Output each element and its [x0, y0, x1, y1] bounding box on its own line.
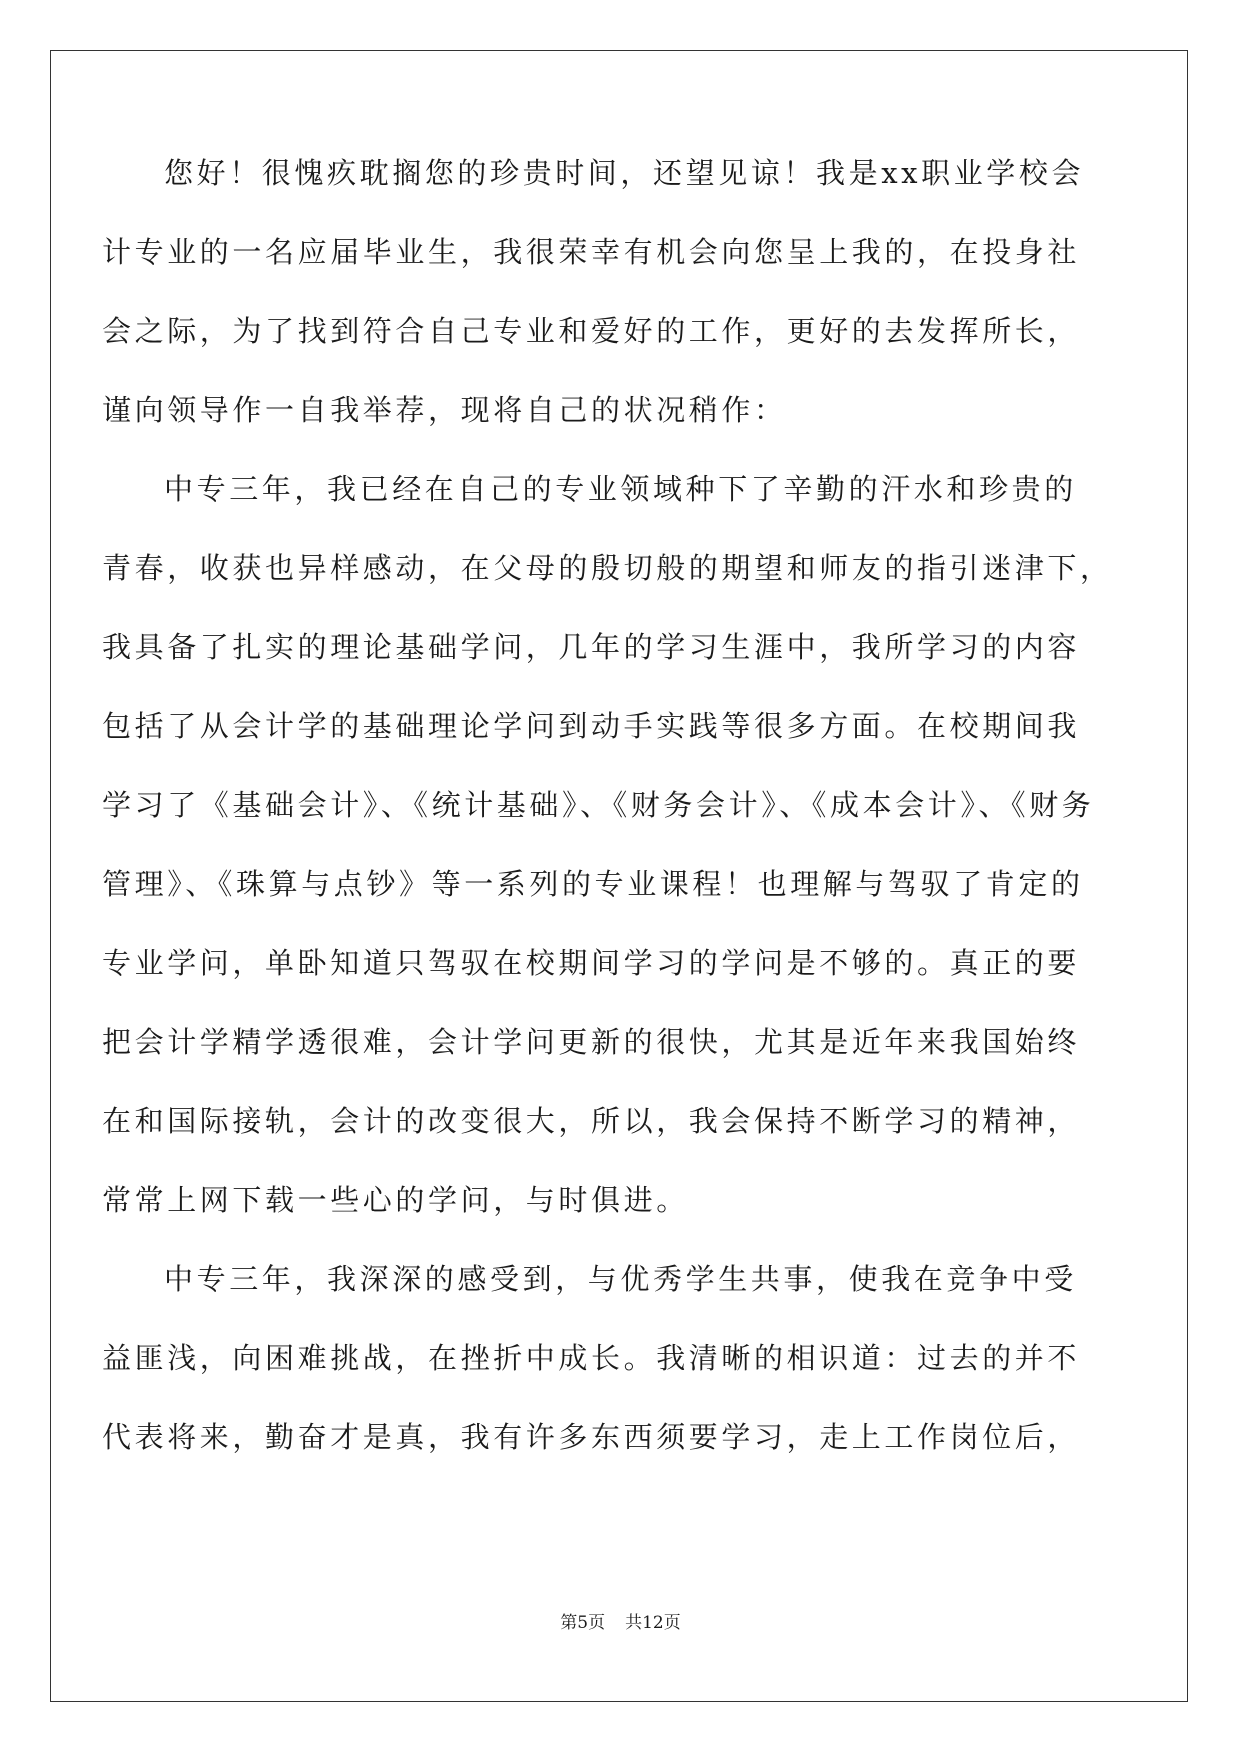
- paragraph-2-line-3: 我具备了扎实的理论基础学问，几年的学习生涯中，我所学习的内容: [102, 630, 1081, 664]
- paragraph-1-line-1: 您好！很愧疚耽搁您的珍贵时间，还望见谅！我是xx职业学校会: [164, 156, 1085, 190]
- paragraph-2-line-5: 学习了《基础会计》、《统计基础》、《财务会计》、《成本会计》、《财务: [102, 788, 1095, 822]
- page-number: 第5页: [560, 1613, 606, 1633]
- paragraph-2-line-7: 专业学问，单卧知道只驾驭在校期间学习的学问是不够的。真正的要: [102, 946, 1081, 980]
- paragraph-2-line-9: 在和国际接轨，会计的改变很大，所以，我会保持不断学习的精神，: [102, 1104, 1081, 1138]
- paragraph-3-line-2: 益匪浅，向困难挑战，在挫折中成长。我清晰的相识道：过去的并不: [102, 1341, 1081, 1375]
- paragraph-3-line-3: 代表将来，勤奋才是真，我有许多东西须要学习，走上工作岗位后，: [102, 1420, 1081, 1454]
- paragraph-2-line-10: 常常上网下载一些心的学问，与时俱进。: [102, 1183, 689, 1217]
- paragraph-1-line-4: 谨向领导作一自我举荐，现将自己的状况稍作：: [102, 393, 787, 427]
- total-pages: 共12页: [625, 1613, 681, 1633]
- paragraph-1-line-2: 计专业的一名应届毕业生，我很荣幸有机会向您呈上我的，在投身社: [102, 235, 1081, 269]
- paragraph-3-line-1: 中专三年，我深深的感受到，与优秀学生共事，使我在竞争中受: [164, 1262, 1077, 1296]
- paragraph-2-line-2: 青春，收获也异样感动，在父母的殷切般的期望和师友的指引迷津下，: [102, 551, 1113, 585]
- page-footer: [0, 1608, 1241, 1633]
- paragraph-2-line-1: 中专三年，我已经在自己的专业领域种下了辛勤的汗水和珍贵的: [164, 472, 1077, 506]
- paragraph-1-line-3: 会之际，为了找到符合自己专业和爱好的工作，更好的去发挥所长，: [102, 314, 1081, 348]
- paragraph-2-line-4: 包括了从会计学的基础理论学问到动手实践等很多方面。在校期间我: [102, 709, 1081, 743]
- paragraph-2-line-8: 把会计学精学透很难，会计学问更新的很快，尤其是近年来我国始终: [102, 1025, 1081, 1059]
- paragraph-2-line-6: 管理》、《珠算与点钞》等一系列的专业课程！也理解与驾驭了肯定的: [102, 867, 1084, 901]
